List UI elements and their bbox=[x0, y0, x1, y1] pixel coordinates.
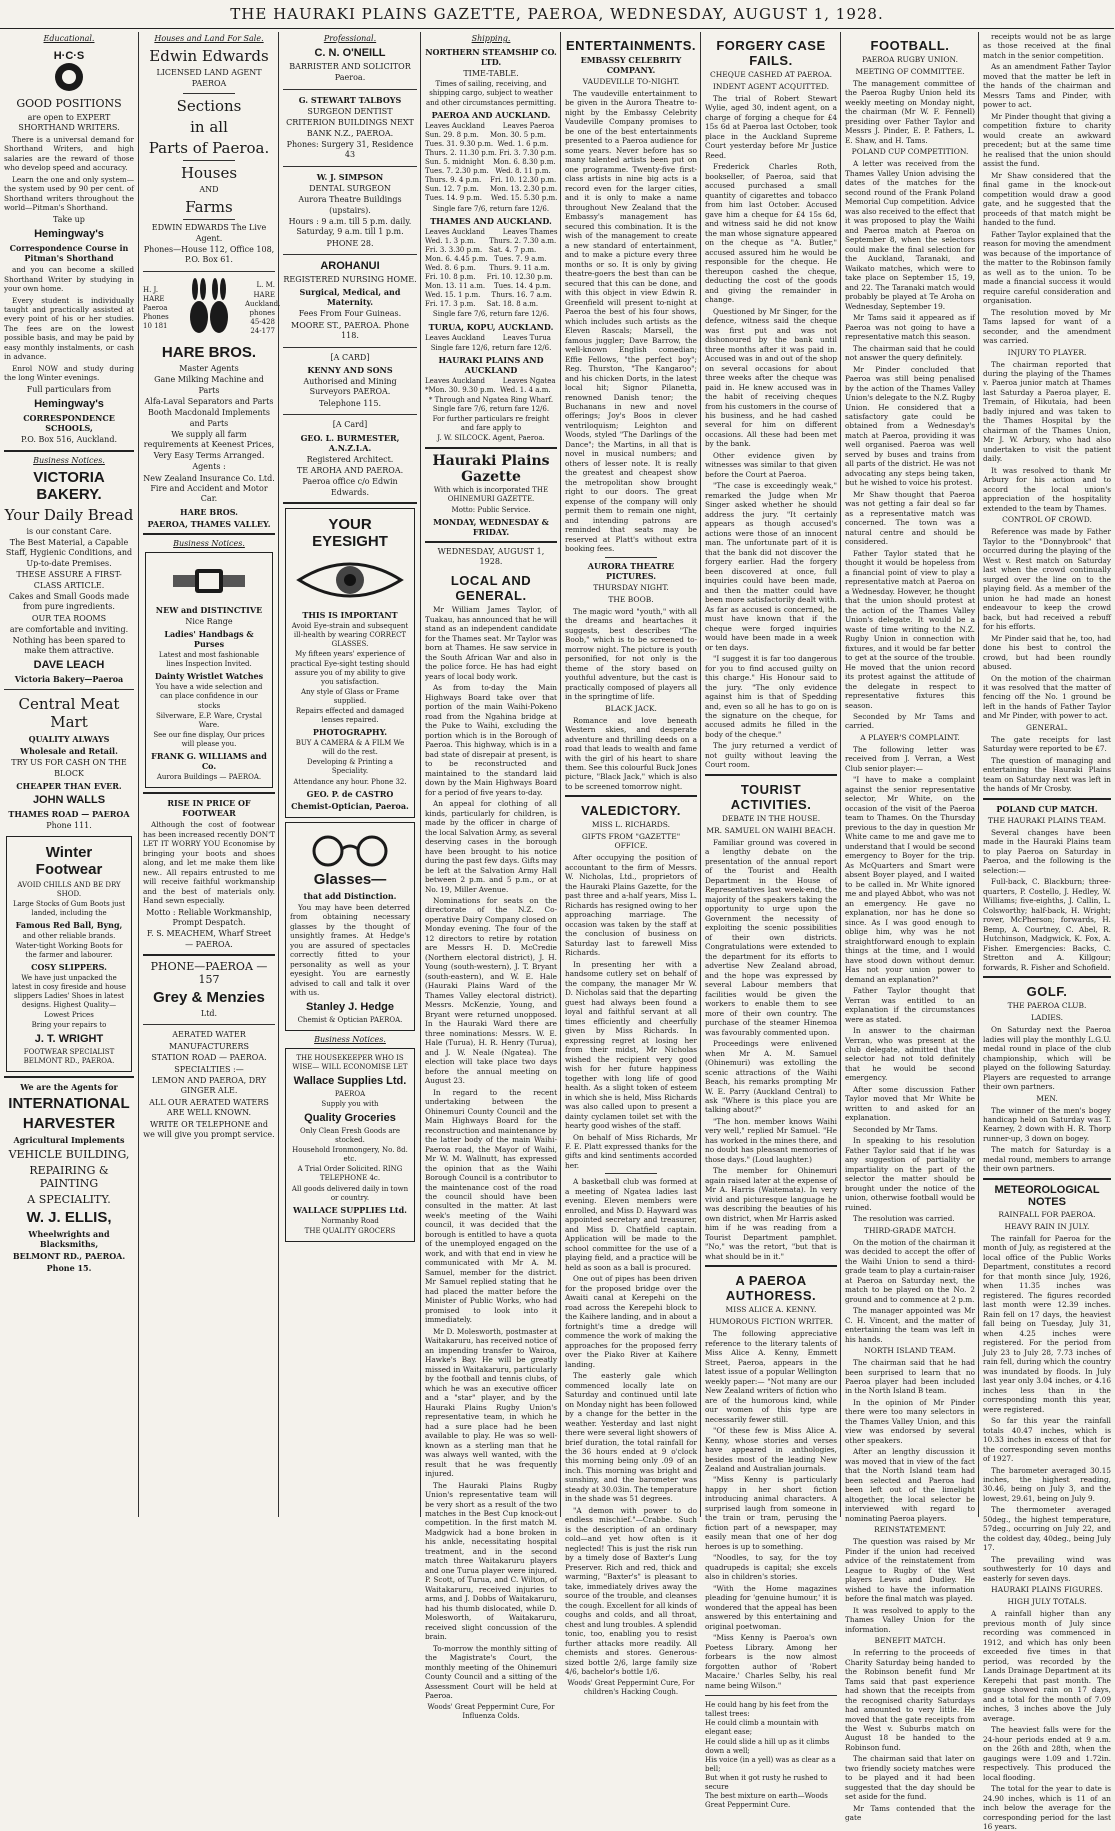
spectacles-icon bbox=[300, 831, 400, 867]
timetable-thames: Wed. 1. 3 p.m. Thurs. 2. 7.30 a.m. Fri. 3. 3.30 p.m. Sat. 4. 7 p.m. Mon. 6. 4.45 p.m. Tues. 7. 9 a.m. Wed. 8. 6 p.m. Thurs. 9. 11 a.m. Fri. 10. 8 p.m. Fri. 10. 12.30 p.m. Mon. 13. 11 a.m. Tues. 14. 4 p.m. Wed. 15. 1 p.m. Thurs. 16. 7 a.m. Fri. 17. 3 p.m. Sat. 18. 8 a.m. bbox=[425, 236, 557, 309]
castro-optician-ad: YOUR EYESIGHT THIS IS IMPORTANT Avoid Eye-strain and subsequent ill-health by wearing CORRECT GLASSES. My fifteen years' experience of practical Eye-sight testing should assure you of my ability to give you satisfaction. Any style of Glass or Frame supplied. Repairs effected and damaged lenses repaired. PHOTOGRAPHY. BUY A CAMERA & A FILM We will do the rest. Developing & Printing a Speciality. Attendance any hour. Phone 32. GEO. P. de CASTRO Chemist-Optician, Paeroa. bbox=[285, 508, 415, 818]
column-forgery: FORGERY CASE FAILS. CHEQUE CASHED AT PAEROA. INDENT AGENT ACQUITTED. The trial of Robert Stewart Wylie, aged 30, indent agent, on a charge of forging a cheque for £4 15s 6d at Paeroa last October, took place in the Auckland Supreme Court yesterday before Mr Justice Reed. Frederick Charles Roth, bookseller, of Paeroa, said that accused purchased a small quantity of cigarettes and tobacco from him last October. Accused gave him a cheque for £4 15s 6d, and witness said he did not know the man whose signature appeared on the cheque as "A. Butler," accused assured him he would be responsible for the cheque. He thereupon cashed the cheque, deducting the cost of the goods and giving the remainder in change. Questioned by Mr Singer, for the defence, witness said the cheque was first put and was not dishonoured by the bank until three months after it was paid in. Accused was in and out of the shop on several occasions for about three weeks after the cheque was paid in. He knew accused was in the habit of receiving cheques from his customers in the course of his business, and he had cashed several for him on different occasions. All these had been met by the bank. Other evidence given by witnesses was similar to that given before the Court at Paeroa. "The case is exceedingly weak," remarked the Judge when Mr Singer asked whether he should address the jury. "It certainly appears as though accused's actions were those of an innocent man. The unfortunate part of it is that the bank did not discover the forgery earlier. Had the forgery been discovered at once, full inquiries could have been made, and then the matter could have been more satisfactorily dealt with. As far as accused is concerned, he must have known that if the cheque were forged inquiries would have been made in a week or ten days. "I suggest it is far too dangerous for you to find accused guilty on this charge." His Honour said to the jury. "The only evidence against him is that of Spedding and, even so all he has to go on is the signature on the cheque, for accused admits he filled in the body of the cheque." The jury returned a verdict of not guilty without leaving the Court room. TOURIST ACTIVITIES. DEBATE IN THE HOUSE. MR. SAMUEL ON WAIHI BEACH. Familiar ground was covered in a lengthy debate on the presentation of the annual report of the Tourist and Health Department in the House of Representatives last week-end, the majority of the speakers taking the opportunity to urge upon the Government the necessity of exploiting the scenic possibilities of their own districts. Congratulations were extended to the department for its efforts to advertise New Zealand abroad, and the hope was expressed by several Labour members that facilities would be given the workers to enable them to see more of their own country. The purchase of the steamer Hinemoa was favourably commented upon. Proceedings were enlivened when Mr A. M. Samuel (Ohinemuri) was extolling the scenic attractions of the Waihi Beach, his remarks prompting Mr W. E. Parry (Auckland Central) to ask "Where is this place you are talking about?" "The hon. member knows Waihi very well," replied Mr Samuel. "He has worked in the mines there, and no doubt has pleasant memories of those days." (Loud laughter.) The member for Ohinemuri again raised later at the expense of Mr A. Harris (Waitemata). In very vivid and picturesque language he was describing the beauties of his own district, when Mr Harris asked him if he was reading from a Tourist Department pamphlet. "No," was the retort, "but that is what should be in it." A PAEROA AUTHORESS. MISS ALICE A. KENNY. HUMOROUS FICTION WRITER. The following appreciative reference to the literary talents of Miss Alice A. Kenny, Emmett Street, Paeroa, appears in the latest issue of a popular Wellington weekly paper:— "Not many are our New Zealand writers of fiction who are of the humorous kind, while our women of this type are necessarily fewer still. "Of these few is Miss Alice A. Kenny, whose stories and verses have appeared in anthologies, besides most of the leading New Zealand and Australian journals. "Miss Kenny is particularly happy in her short fiction introducing animal characters. A surprised laugh from someone in the train or tram, perusing the fiction part of a newspaper, may easily mean that one of her dog heroes is up to something. "Noodles, to say, for the toy quadrupeds is capital; she excels also in children's stories. "With the Home magazines pleading for 'genuine humour,' it is wondered that the appeal has been answered by this entertaining and original poetwoman. "Miss Kenny is Paeroa's own Poetess Library. Among her forbears is the now almost forgotten author of 'Robert Macaire.' Charles Selby, his real name being Wilson." He could hang by his feet from the tallest trees: He could climb a mountain with elegant ease; He could slide a hill up as it climbs down a well; His voice (in a yell) was as clear as a bell; But when it got rusty he rushed to secure The best mixture on earth—Woods Great Peppermint Cure. bbox=[700, 32, 841, 1517]
column-sport-weather: receipts would not be as large as those received at the final match in the senior competition. As an amendment Father Taylor moved that the matter be left in the hands of the chairman and Messrs Tams and Pinder, with power to act. Mr Pinder thought that giving a competition fixture to charity would create an awkward precedent; but at the same time he realised that the union should assist the fund. Mr Shaw considered that the final game in the knock-out competition would draw a good gate, and he suggested that the proceeds of that match might be handed to the fund. Father Taylor explained that the reason for moving the amendment was because of the importance of the matter to the Robinson family as well as to the union. To be made a financial success it would require careful consideration and organisation. The resolution moved by Mr Tams lapsed for want of a seconder, and the amendment was carried. INJURY TO PLAYER. The chairman reported that during the playing of the Thames v. Paeroa junior match at Thames last Saturday a Paeroa player, E. Tremain, of Hikutaia, had been badly injured and was taken to the Thames Hospital by the chairman of the Thames Union, Mr J. W. Arbury, who had also undertaken to visit the patient daily. It was resolved to thank Mr Arbury for his action and to accord the local union's appreciation of the hospitality extended to the team by Thames. CONTROL OF CROWD. Reference was made by Father Taylor to the "Donnybrook" that occurred during the playing of the West v. Rest match on Saturday last when the crowd continually surged over the line on to the playing field. As a member of the union he had made an honest endeavour to keep the crowd back, but had received a rebuff for his efforts. Mr Pinder said that he, too, had done his best to control the crowd, but had been roundly abused. On the motion of the chairman it was resolved that the matter of fencing off the No. 1 ground be left in the hands of Father Taylor and Mr Pinder, with power to act. GENERAL. The gate receipts for last Saturday were reported to be £7. The question of managing and entertaining the Hauraki Plains team on Saturday next was left in the hands of Mr Crosby. POLAND CUP MATCH. THE HAURAKI PLAINS TEAM. Several changes have been made in the Hauraki Plains team to play Paeroa on Saturday in Paeroa, and the following is the selection:— Full-back, C. Blackburn; three-quarters, P. Costello, J. Hedley, W. Williams; five-eighths, J. Callin, L. Colsworthy; half-back, H. Wright; rover, McPherson; forwards, H. Bemp, A. Courtney, C. Abel, R. Hutchinson, Madgwick, K. Fox, A. Fisher. Emergencies: Backs, C. Stretton and A. Killgour; forwards, R. Fisher and Schofield. GOLF. THE PAEROA CLUB. LADIES. On Saturday next the Paeroa ladies will play the monthly L.G.U. medal round in place of the club championship, which will be played on the following Saturday. Players are requested to arrange their own partners. MEN. The winner of the men's bogey handicap held on Saturday was T. Kearney, 2 down with H. R. Thorp runner-up, 3 down on bogey. The match for Saturday is a medal round, members to arrange their own partners. METEOROLOGICAL NOTES RAINFALL FOR PAEROA. HEAVY RAIN IN JULY. The rainfall for Paeroa for the month of July, as registered at the local office of the Public Works Department, constitutes a record for that month since July, 1926, when 11.35 inches was registered. The figures recorded last month were 12.39 inches. Rain fell on 17 days, the heaviest fall being on Tuesday, July 31, when 4.25 inches were registered. For the period from July 23 to July 28, 7.73 inches of rain fell, during which the country was inundated by floods. In July last year only 3.04 inches, or 4.16 inches less than in the corresponding month this year, were registered. So far this year the rainfall totals 40.47 inches, which is 10.33 inches in excess of that for the corresponding seven months of 1927. The barometer averaged 30.15 inches, the highest reading, 30.46, being on July 3, and the lowest, 29.61, being on July 9. The thermometer averaged 50deg., the highest temperature, 57deg., occurring on July 22, and the coldest day, 40deg., being July 17. The prevailing wind was southwesterly for 10 days and easterly for seven days. HAURAKI PLAINS FIGURES. HIGH JULY TOTALS. A rainfall higher than any previous month of July since recording was commenced in 1912, and which has only been exceeded five times in that period, was recorded by the Lands Drainage Department at its Kerepehi that past month. The gauge showed rain on 17 days, and a total for the month of 7.09 inches, 3 inches above the July average. The heaviest falls were for the 24-hour periods ended at 9 a.m. on the 26th and 28th, when the gaugings were 1.09 and 1.72in. respectively. This produced the local flooding. The total for the year to date is 24.90 inches, which is 11 of an inch below the average for the corresponding period for the last 16 years. bbox=[978, 32, 1115, 1517]
expert-writers: are open to EXPERT SHORTHAND WRITERS. bbox=[18, 113, 120, 133]
central-meat-mart: Central Meat Mart bbox=[18, 695, 120, 732]
hare-rabbits-icon bbox=[179, 277, 239, 341]
victoria-bakery: VICTORIA BAKERY. bbox=[33, 468, 105, 503]
svg-text:H·C·S: H·C·S bbox=[53, 50, 85, 62]
williams-jeweller-ad: NEW and DISTINCTIVE Nice Range Ladies' Handbags & Purses Latest and most fashionable lines Inspection Invited. Dainty Wristlet Watches You have a wide selection and can place confidence in our stocks Silverware, E.P. Ware, Crystal Ware. See our fine display, Our prices will please you. FRANK G. WILLIAMS and Co. Aurora Buildings — PAEROA. bbox=[145, 552, 273, 788]
gazette-nameplate: Hauraki Plains Gazette bbox=[432, 453, 550, 486]
column-professional: Professional. C. N. O'NEILL BARRISTER AND SOLICITOR Paeroa. G. STEWART TALBOYS SURGEON DENTIST CRITERION BUILDINGS NEXT BANK N.Z., PAEROA. Phones: Surgery 31, Residence 43 W. J. SIMPSON DENTAL SURGEON Aurora Theatre Buildings (upstairs). Hours : 9 a.m. till 5 p.m. daily. Saturday, 9 a.m. till 1 p.m. PHONE 28. AROHANUI REGISTERED NURSING HOME. Surgical, Medical, and Maternity. Fees From Four Guineas. MOORE ST., PAEROA. Phone 118. [A CARD] KENNY AND SONS Authorised and Mining Surveyors PAEROA. Telephone 115. [A Card] GEO. L. BURMESTER, A.N.Z.I.A. Registered Architect. TE AROHA AND PAEROA. Paeroa office c/o Edwin Edwards. YOUR EYESIGHT THIS IS IMPORTANT Avoid Eye-strain and subsequent ill-health by wearing CORRECT GLASSES. My fifteen years' experience of practical Eye-sight testing should assure you of my ability to give you satisfaction. Any style of Glass or Frame supplied. Repairs effected and damaged lenses repaired. PHOTOGRAPHY. BUY A CAMERA & A FILM We will do the rest. Developing & Printing a Speciality. Attendance any hour. Phone 32. GEO. P. de CASTRO Chemist-Optician, Paeroa. Glasses— that add Distinction. You may have been deterred from obtaining necessary glasses by the thought of unsightly frames. At Hedge's you are assured of spectacles correctly fitted to your personality as well as your eyesight. You are earnestly advised to call and talk it over with us. Stanley J. Hedge Chemist & Optician PAEROA. Business Notices. THE HOUSEKEEPER WHO IS WISE— WILL ECONOMISE LET Wallace Supplies Ltd. PAEROA Supply you with Quality Groceries Only Clean Fresh Goods are stocked. Household Ironmongery, No. 8d. etc. A Trial Order Solicited. RING TELEPHONE 4c. All goods delivered daily in town or country. WALLACE SUPPLIES Ltd. Normanby Road THE QUALITY GROCERS bbox=[278, 32, 421, 1517]
column-houses-land: Houses and Land For Sale. Edwin Edwards LICENSED LAND AGENT PAEROA Sections in all Parts of Paeroa. Houses AND Farms EDWIN EDWARDS The Live Agent. Phones—House 112, Office 108, P.O. Box 61. H. J. HARE Paeroa Phones 10 181 L. M. HARE Auckland. phones 45-428 24-177 HARE BROS. Master Agents Gane Milking Machine and Parts Alfa-Laval Separators and Parts Booth Macdonald Implements and Parts We supply all farm requirements at Keenest Prices, Very Easy Terms Arranged. Agents : New Zealand Insurance Co. Ltd. Fire and Accident and Motor Car. HARE BROS. PAEROA, THAMES VALLEY. Business Notices. NEW and DISTINCTIVE Nice Range Ladies' Handbags & Purses Latest and most fashionable lines Inspection Invited. Dainty Wristlet Watches You have a wide selection and can place confidence in our stocks Silverware, E.P. Ware, Crystal Ware. See our fine display, Our prices will please you. FRANK G. WILLIAMS and Co. Aurora Buildings — PAEROA. RISE IN PRICE OF FOOTWEAR Although the cost of footwear has been increased recently DON'T LET IT WORRY YOU Economise by bringing your boots and shoes along, and let me make them like new.. All repairs entrusted to me will receive faithful workmanship and the best of materials only. Hand sewn especially. Motto : Reliable Workmanship, Prompt Despatch. F. S. MEACHEM, Wharf Street — PAEROA. PHONE—PAEROA —157 Grey & Menzies Ltd. AERATED WATER MANUFACTURERS STATION ROAD — PAEROA. SPECIALTIES :— LEMON AND PAEROA, DRY GINGER ALE. ALL OUR AERATED WATERS ARE WELL KNOWN. WRITE OR TELEPHONE and we will give you prompt service. bbox=[138, 32, 279, 1517]
good-positions: GOOD POSITIONS bbox=[16, 97, 122, 110]
column-entertainments: ENTERTAINMENTS. EMBASSY CELEBRITY COMPANY. VAUDEVILLE TO-NIGHT. The vaudeville entertainment to be given in the Aurora Theatre to-night by the Embassy Celebrity Vaudeville Company promises to be one of the best entertainments presented to a Paeroa audience for some years. Never before has so many talented artists been put on one programme. Twenty-five first-class artists in nine big acts is a record even for the larger cities, and it is only to make a name throughout New Zealand that the Embassy's management has secured this combination. It is the wish of the management to create a new standard of entertainment, and to make a picture every three months or so. It is only by giving theatre-goers the best than can be secured that this can be done, and with this object in view Edwin R. Greenfield will present to-night at Paeroa the best of his four shows, which includes such artists as the Eleven Rascals; Marsell, the famous juggler; Dave Barrow, the well-known English comedian; Effie Fellows, "the perfect boy"; Reg. Thurston, "The Kangaroo"; and his chicken Dorts, in the latest local hit; Signor Pilanetta, renowned Danish tenor; the Buchanans in new and novel offerings; Joy's Boos in clever ventriloquism; Leighton and Woods, styled "The Darlings of the Dance"; the Martins, in all that is novel in musical numbers; and others of lesser note. It is really the greatest and cheapest show the metropolitan show brought right to our doors. The great expense of the company will only permit them to remain one night, and intending patrons are reminded that seats may be reserved at Platt's without extra booking fees. AURORA THEATRE PICTURES. THURSDAY NIGHT. THE BOOB. The magic word "youth," with all the dreams and heartaches it suggests, best describes "The Boob," which is to be screened to-morrow night. The picture is youth personified, for not only is the theme of the story based on youthful adventure, but the cast is practically composed of players all in the springtime of life. BLACK JACK. Romance and love beneath Western skies, and desperate adventure and thrilling deeds on a road that leads to wealth and fame with the girl of his heart to share them. See this colourful Buck Jones picture, "Black Jack," which is also to be screened tomorrow night. VALEDICTORY. MISS L. RICHARDS. GIFTS FROM "GAZETTE" OFFICE. After occupying the position of accountant to the firm of Messrs. W. Nicholas, Ltd., proprietors of the Hauraki Plains Gazette, for the past three and a-half years, Miss L. Richards has resigned owing to her approaching marriage. The occasion was taken by the staff at the conclusion of business on Saturday last to farewell Miss Richards. In presenting her with a handsome cutlery set on behalf of the company, the manager Mr W. D. Nicholas said that the departing guest had always been found a loyal and faithful servant at all times efficiently and cheerfully given by Miss Richards. In expressing regret at losing her from their midst, Mr Nicholas wished the recipient very good wish for her future happiness together with long life of good health. As a slight token of esteem in which she is held, Miss Richards was also called upon to present a dainty cyclamen toilet set with the hearty good wishes of the staff. On behalf of Miss Richards, Mr F. E. Platt expressed thanks for the gifts and kind sentiments accorded her. A basketball club was formed at a meeting of Ngatea ladies last evening. Eleven members were enrolled, and Miss D. Hayward was appointed secretary and treasurer, and Miss D. Chatfield captain. Application will be made to the school committee for the use of a playing field, and a practice will be held as soon as a ball is procured. One out of pipes has been driven for the proposed bridge over the Awaiti canal at Kerepehi on the road across the Kerepehi block to the Kaihere landing, and in about a fortnight's time a dredge will commence the work of making the approaches for the proposed ferry over the Piako River at Kaihere landing. The easterly gale which commenced locally late on Saturday and continued until late on Monday night has been followed by a change for the better in the weather. Yesterday and last night there were several light showers of brief duration, the total rainfall for the 36 hours ended at 9 o'clock this morning being only .09 of an inch. This morning was bright and sunshiny, and the barometer was steady at 30.03in. The temperature in the shade was 51 degrees. "A demon with power to do endless mischief."—Crabbe. Such is the description of an ordinary cold—and yet how often is it neglected! This is just the risk run by a timely dose of Baxter's Lung Preserver. Rich and red, thick and warming, "Baxter's" is pleasant to take, immediately drives away the source of the trouble, and cleanses the cough. Excellent for all kinds of coughs and colds, and all throat, chest and lung troubles. A splendid tonic, too, enabling you to resist further attacks more readily. All chemists and stores. Generous-sized bottle 2/6, large family size 4/6, bachelor's bottle 1/6. Woods' Great Peppermint Cure, For children's Hacking Cough. bbox=[560, 32, 701, 1517]
column-educational: Educational. H·C·S GOOD POSITIONS are open to EXPERT SHORTHAND WRITERS. There is a universal demand for Shorthand Writers, and high salaries are the reward of those who develop speed and accuracy. Learn the one and only system—the system used by 90 per cent. of Shorthand writers throughout the world—Pitman's Shorthand. Take up Hemingway's Correspondence Course in Pitman's Shorthand and you can become a skilled Shorthand Writer by studying in your own home. Every student is individually taught and practically assisted at every point of his or her studies. The fees are on the lowest possible basis, and may be paid by easy monthly instalments, or cash in advance. Enrol NOW and study during the long Winter evenings. Full particulars from Hemingway's CORRESPONDENCE SCHOOLS, P.O. Box 516, Auckland. Business Notices. VICTORIA BAKERY. Your Daily Bread is our constant Care. The Best Material, a Capable Staff, Hygienic Conditions, and Up-to-date Premises. THESE ASSURE A FIRST-CLASS ARTICLE. Cakes and Small Goods made from pure ingredients. OUR TEA ROOMS are comfortable and inviting. Nothing has been spared to make them attractive. DAVE LEACH Victoria Bakery—Paeroa Central Meat Mart QUALITY ALWAYS Wholesale and Retail. TRY US FOR CASH ON THE BLOCK CHEAPER THAN EVER. JOHN WALLS THAMES ROAD — PAEROA Phone 111. Winter Footwear AVOID CHILLS AND BE DRY SHOD. Large Stocks of Gum Boots just landed, including the Famous Red Ball, Byng, and other reliable brands. Water-tight Working Boots for the farmer and labourer. COSY SLIPPERS. We have just unpacked the latest in cosy fireside and house slippers Ladies' Shoes in latest designs. Highest Quality—Lowest Prices Bring your repairs to J. T. WRIGHT FOOTWEAR SPECIALIST BELMONT RD., PAEROA. We are the Agents for INTERNATIONAL HARVESTER Agricultural Implements VEHICLE BUILDING, REPAIRING & PAINTING A SPECIALITY. W. J. ELLIS, Wheelwrights and Blacksmiths, BELMONT RD., PAEROA. Phone 15. bbox=[4, 34, 134, 1273]
timetable-paeroa: Sun. 29. 8 p.m. Mon. 30. 5 p.m. Tues. 31. 9.30 p.m. Wed. 1. 6 p.m. Thurs. 2. 11.30 p.m. Fri. 3. 7.30 p.m. Sun. 5. midnight Mon. 6. 8.30 p.m. Tues. 7. 2.30 p.m. Wed. 8. 11 p.m. Thurs. 9. 4 p.m. Fri. 10. 12.30 p.m. Sun. 12. 7 p.m. Mon. 13. 2.30 p.m. Tues. 14. 9 p.m. Wed. 15. 5.30 p.m. bbox=[425, 130, 558, 203]
section-heading: Educational. bbox=[43, 34, 95, 43]
column-shipping-local: Shipping. NORTHERN STEAMSHIP CO. LTD. TIME-TABLE. Times of sailing, receiving, and shipping cargo, subject to weather and other circumstances permitting. PAEROA AND AUCKLAND. Leaves Auckland Leaves Paeroa Sun. 29. 8 p.m. Mon. 30. 5 p.m. Tues. 31. 9.30 p.m. Wed. 1. 6 p.m. Thurs. 2. 11.30 p.m. Fri. 3. 7.30 p.m. Sun. 5. midnight Mon. 6. 8.30 p.m. Tues. 7. 2.30 p.m. Wed. 8. 11 p.m. Thurs. 9. 4 p.m. Fri. 10. 12.30 p.m. Sun. 12. 7 p.m. Mon. 13. 2.30 p.m. Tues. 14. 9 p.m. Wed. 15. 5.30 p.m. Single fare 7/6, return fare 12/6. THAMES AND AUCKLAND. Leaves Auckland Leaves Thames Wed. 1. 3 p.m. Thurs. 2. 7.30 a.m. Fri. 3. 3.30 p.m. Sat. 4. 7 p.m. Mon. 6. 4.45 p.m. Tues. 7. 9 a.m. Wed. 8. 6 p.m. Thurs. 9. 11 a.m. Fri. 10. 8 p.m. Fri. 10. 12.30 p.m. Mon. 13. 11 a.m. Tues. 14. 4 p.m. Wed. 15. 1 p.m. Thurs. 16. 7 a.m. Fri. 17. 3 p.m. Sat. 18. 8 a.m. Single fare 7/6, return fare 12/6. TURUA, KOPU, AUCKLAND. Leaves Auckland Leaves Turua Single fare 12/6, return fare 12/6. HAURAKI PLAINS AND AUCKLAND Leaves Auckland Leaves Ngatea *Mon. 30. 9.30 p.m. Wed. 1. 4 a.m. * Through and Ngatea Ring Wharf. Single fare 7/6, return fare 12/6. For further particulars re freight and fare apply to J. W. SILCOCK. Agent, Paeroa. Hauraki Plains Gazette With which is incorporated THE OHINEMURI GAZETTE. Motto: Public Service. MONDAY, WEDNESDAY & FRIDAY. WEDNESDAY, AUGUST 1, 1928. LOCAL AND GENERAL. Mr William James Taylor, of Tuakau, has announced that he will stand as an independent candidate for the Thames seat. Mr Taylor was born at Thames. He saw service in the South African War and also in the police force. He has had eight years of local body work. As from to-day the Main Highways Board take over that portion of the main Waihi-Pokeno road from the Ngahina bridge at the Puke to Waihi, excluding the portion which is in the Borough of Paeroa. This highway, which is in a bad state of disrepair at present, is to be reconstructed and maintained to the standard laid down by the Main Highways Board for a period of five years to-day. An appeal for clothing of all kinds, particularly for children, is made by the officer in charge of the local Salvation Army, as several deserving cases in the borough have been brought to his notice during the past few days. Gifts may be left at the Salvation Army Hall between 2 p.m. and 5 p.m., or at No. 19, Miller Avenue. Nominations for seats on the directorate of the N.Z. Co-operative Dairy Company closed on Monday evening. The four of the 12 directors to retire by rotation are Messrs H. D. McCredie (Northern electoral district), J. H. Young (south-western), J. T. Bryant (south-eastern), and W. E. Hale (Hauraki Plains Ward of the Thames Valley electoral district). Messrs. McKenzie, Young, and Bryant were returned unopposed. In the Hauraki Ward there are three nominations: Messrs. W. E. Hale (Turua), H. R. Henry (Turua), and J. W. Neale (Ngatea). The election will take place two days before the annual meeting on August 23. In regard to the recent undertaking between the Ohinemuri County Council and the Main Highways Board for the reconstruction and maintenance by the latter body of the main Waihi-Paeroa road, the Mayor of Waihi, Mr W. M. Wallnutt, has expressed the opinion that as the Waihi Borough Council is a contributor to the maintenance cost of the road the council should have been consulted in the matter. At last week's meeting of the Waihi council, it was decided that the borough is entitled to have a quota of the unemployed engaged on the work, and with that end in view he communicated with Mr A. M. Samuel, member for the district. Mr Samuel replied stating that he had placed the matter before the Minister of Public Works, who had promised to look into it immediately. Mr D. Molesworth, postmaster at Waitakaruru, has received notice of an impending transfer to Wairoa, Hawke's Bay. He will be greatly missed in Waitakaruru, particularly by the football and tennis clubs, of which he was an executive officer and a "star" player, and by the Hauraki Plains Rugby Union's representative team, in which he had a sure place had he been available to play. He was so well-known as a sterling man that he was always well wanted, with the result that he was frequently injured. The Hauraki Plains Rugby Union's representative team will be very short as a result of the two matches in the Best Cup knock-out competition. In the first match M. Madgwick had a bone broken in his ankle, necessitating hospital treatment, and in the second match three Waitakaruru players and one Turua player were injured. P. Scott, of Turua, and C. Wilton, of Waitakaruru, received injuries to arms, and J. Dobbs of Waitakaruru, had his thumb dislocated, while D. Molesworth, of Waitakaruru, received slight concussion of the brain. To-morrow the monthly sitting of the Magistrate's Court, the monthly meeting of the Ohinemuri County Council and a sitting of the Assessment Court will be held at Paeroa. Woods' Great Peppermint Cure, For Influenza Colds. bbox=[420, 32, 561, 1517]
column-football: FOOTBALL. PAEROA RUGBY UNION. MEETING OF COMMITTEE. The management committee of the Paeroa Rugby Union held its weekly meeting on Monday night, the chairman (Mr W. F. Fennell) presiding over Father Taylor and Messrs J. Pinder, E. P. Fathers, L. E. Shaw, and H. Tams. POLAND CUP COMPETITION. A letter was received from the Thames Valley Union advising the dates of the matches for the second round of the Frank Poland Memorial Cup competition. Advice was also received to the effect that it was proposed to play the Waihi and Paeroa match at Paeroa on September 8, when the selectors could make the final selection for the Auckland, Taranaki, and Waikato matches, which were to take place on September 15, 19, and 22. The Taranaki match would probably be played at Te Aroha on Wednesday, September 19. Mr Tams said it appeared as if Paeroa was not going to have a representative match this season. The chairman said that he could not answer the query definitely. Mr Pinder concluded that Paeroa was still being penalised by the action of the Thames Valley Union's delegate to the N.Z. Rugby Union. He considered that a satisfactory gate could be obtained from a Wednesday's match at Paeroa, providing it was well organised. Paeroa was well served by buses and trains from all parts of the district. He was not advocating any steps being taken, but he wished to voice his protest. Mr Shaw thought that Paeroa was not getting a fair deal so far as a representative match was concerned. The town was a natural centre and should be considered. Father Taylor stated that he thought it would be hopeless from a financial point of view to play a representative match at Paeroa on a Wednesday. However, he thought that the union should protest at the action of the Thames Valley Union's delegate. It would be a waste of time writing to the N.Z. Rugby Union in connection with fixtures, and it would be far better to get at the source of the trouble. He moved that the union record its protest against the attitude of the delegate in respect to representative fixtures this season. Seconded by Mr Tams and carried. A PLAYER'S COMPLAINT. The following letter was received from J. Verran, a West Club senior player:— "I have to make a complaint against the senior representative selector, Mr White, on the occasion of the visit of the Paeroa team to Thames. On the Thursday previous to the day in question Mr White came to me and gave me to understand that I would be second emergency to Boyer for the trip. As McQuarters and Smart were absent Boyer played, and I waited to be called in. Mr White ignored me and played Abbot, who was not an emergency. He gave no explanation, nor has he done so since. As I was good enough to oblige him, why was he not straightforward enough to explain things at the time, and I would have stood down without demur. Has not your union power to demand an explanation?" Father Taylor thought that Verran was entitled to an explanation if the circumstances were as stated. In answer to the chairman Verran, who was present at the club delegate, admitted that the selector had not told definitely that he would be second emergency. After some discussion Father Taylor moved that Mr White be written to and asked for an explanation. Seconded by Mr Tams. In speaking to his resolution Father Taylor said that if he was any suggestion of partiality or impartiality on the part of the selector the matter should be brought under the notice of the union, otherwise football would be ruined. The resolution was carried. THIRD-GRADE MATCH. On the motion of the chairman it was decided to accept the offer of the Waihi Union to send a third-grade team to play a curtain-raiser at Paeroa on Saturday next, the match to be played on the No. 2 ground and to commence at 2 p.m. The manager appointed was Mr C. H. Vincent, and the matter of entertaining the team was left in his hands. NORTH ISLAND TEAM. The chairman said that he had been surprised to learn that no Paeroa player had been included in the North Island B team. In the opinion of Mr Pinder there were too many selectors in the Thames Valley Union, and this view was endorsed by several other speakers. After an lengthy discussion it was moved that in view of the fact that the North Island team had been selected and Paeroa had been left out of the limelight altogether, the local selector be interviewed with regard to nominating Paeroa players. REINSTATEMENT. The question was raised by Mr Pinder if the union had received advice of the reinstatement from League to Rugby of the West players Lewis and Dudley. He wished to have the information before the final match was played. It was resolved to apply to the Thames Valley Union for the information. BENEFIT MATCH. In referring to the proceeds of Charity Saturday being handed to the Robinson benefit fund Mr Tams said that past experience had shown that the receipts from the recognised charity Saturdays had amounted to very little. He moved that the gate receipts from the West v. Suburbs match on August 18 be handed to the Robinson fund. The chairman said that later on two friendly society matches were to be played and it had been suggested that the day should be set aside for the fund. Mr Tams contended that the gate bbox=[840, 32, 979, 1517]
hcs-logo bbox=[39, 47, 99, 93]
masthead: THE HAURAKI PLAINS GAZETTE, PAEROA, WEDNESDAY, AUGUST 1, 1928. bbox=[0, 0, 1114, 29]
eye-icon bbox=[295, 554, 405, 606]
local-general-heading: LOCAL AND GENERAL. bbox=[450, 573, 532, 604]
winter-footwear-ad: Winter Footwear AVOID CHILLS AND BE DRY SHOD. Large Stocks of Gum Boots just landed, including the Famous Red Ball, Byng, and other reliable brands. Water-tight Working Boots for the farmer and labourer. COSY SLIPPERS. We have just unpacked the latest in cosy fireside and house slippers Ladies' Shoes in latest designs. Highest Quality—Lowest Prices Bring your repairs to J. T. WRIGHT FOOTWEAR SPECIALIST BELMONT RD., PAEROA. bbox=[6, 836, 132, 1072]
hedge-glasses-ad: Glasses— that add Distinction. You may have been deterred from obtaining necessary glasses by the thought of unsightly frames. At Hedge's you are assured of spectacles correctly fitted to your personality as well as your eyesight. You are earnestly advised to call and talk it over with us. Stanley J. Hedge Chemist & Optician PAEROA. bbox=[285, 822, 415, 1031]
edwin-edwards: Edwin Edwards bbox=[149, 47, 269, 65]
hemingways-heading: Hemingway's bbox=[34, 228, 104, 241]
wallace-supplies-ad: THE HOUSEKEEPER WHO IS WISE— WILL ECONOMISE LET Wallace Supplies Ltd. PAEROA Supply you with Quality Groceries Only Clean Fresh Goods are stocked. Household Ironmongery, No. 8d. etc. A Trial Order Solicited. RING TELEPHONE 4c. All goods delivered daily in town or country. WALLACE SUPPLIES Ltd. Normanby Road THE QUALITY GROCERS bbox=[285, 1048, 415, 1242]
wristwatch-icon bbox=[169, 561, 249, 601]
